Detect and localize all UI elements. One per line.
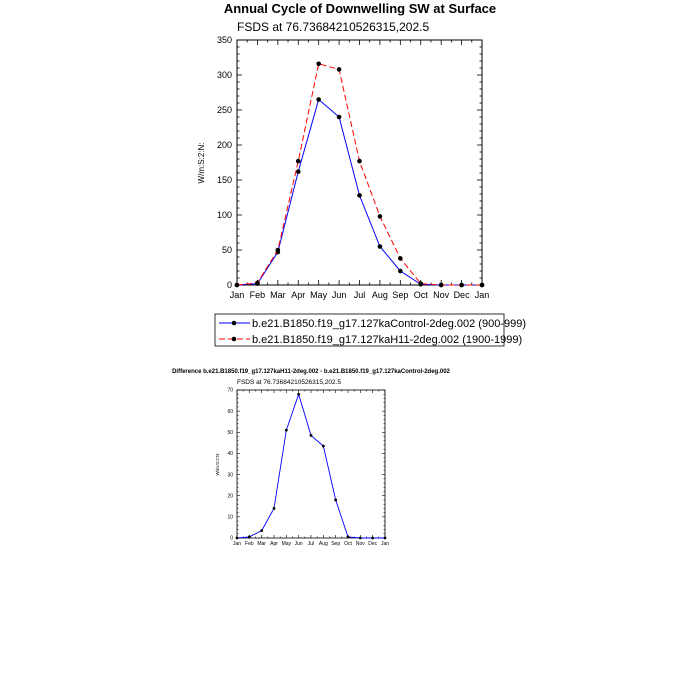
chart1-y-tick-label: 150 (216, 175, 232, 185)
chart1-series-1-point (255, 281, 260, 286)
chart2-series-0-point (322, 445, 325, 448)
chart2-x-tick-label: Mar (257, 541, 266, 547)
chart1-y-axis-label: W/m:S:2:N: (197, 142, 206, 184)
chart1-x-tick-label: Jan (474, 290, 490, 300)
chart2-series-0-point (310, 434, 313, 437)
chart2-y-tick-label: 70 (227, 387, 233, 394)
chart2-x-tick-label: Sep (331, 541, 341, 547)
chart2-y-tick-label: 0 (230, 535, 233, 542)
chart2-series-0-point (359, 537, 362, 540)
chart1-y-tick-label: 200 (216, 140, 232, 150)
chart2-y-tick-label: 30 (227, 472, 233, 479)
chart1-series-1-point (296, 159, 301, 164)
chart1-series-1-point (480, 283, 485, 288)
chart2-x-tick-label: Oct (344, 541, 352, 547)
chart1-y-tick-label: 50 (221, 245, 232, 255)
chart1-series-1-point (276, 248, 281, 253)
chart2-series-0-point (347, 536, 350, 539)
chart1-x-tick-label: Dec (453, 290, 470, 300)
chart2-y-tick-label: 50 (227, 429, 233, 436)
chart1-series-1-point (316, 62, 321, 67)
chart2-series-0-point (273, 507, 276, 510)
chart1-x-tick-label: Sep (392, 290, 409, 300)
chart1-legend (215, 314, 526, 346)
legend-label-h11: b.e21.B1850.f19_g17.127kaH11-2deg.002 (1900-1999) (252, 334, 523, 346)
chart1-x-tick-label: May (310, 290, 328, 300)
legend-label-control: b.e21.B1850.f19_g17.127kaControl-2deg.002 (900-999) (252, 318, 526, 330)
chart2-ticks (227, 388, 389, 547)
chart1-x-tick-label: Jul (353, 290, 366, 300)
chart2-x-tick-label: Nov (355, 541, 365, 547)
chart1-x-tick-label: Aug (371, 290, 388, 300)
chart1-series-0-point (378, 244, 383, 249)
chart2-series-0-point (236, 537, 239, 540)
chart2-series-0-point (384, 537, 387, 540)
chart2-subtitle: FSDS at 76.73684210526315,202.5 (237, 379, 342, 386)
chart2-series-0-point (371, 537, 374, 540)
chart2-series (236, 393, 387, 540)
chart2-series-0-point (248, 536, 251, 539)
chart1-series-0-point (398, 269, 403, 274)
legend-marker-h11 (232, 337, 237, 342)
chart2-series-0-point (334, 499, 337, 502)
chart1-y-tick-label: 0 (226, 280, 232, 290)
chart1-series-0-point (357, 193, 362, 198)
chart2-y-tick-label: 40 (227, 451, 233, 458)
chart1-series-0-point (296, 169, 301, 174)
chart1-series-0-point (337, 115, 342, 120)
legend-marker-control (232, 321, 237, 326)
chart1-series-line-1 (237, 64, 482, 285)
chart1-x-tick-label: Nov (433, 290, 450, 300)
chart1-y-tick-label: 100 (216, 210, 232, 220)
chart1-x-tick-label: Feb (249, 290, 266, 300)
chart2-series-line-0 (237, 394, 385, 538)
chart2-x-tick-label: Feb (245, 541, 254, 547)
difference-chart (172, 369, 450, 547)
chart1-x-tick-label: Jun (331, 290, 347, 300)
chart2-x-tick-label: Jun (294, 541, 303, 547)
chart2-x-tick-label: Apr (270, 541, 278, 547)
chart2-series-0-point (260, 529, 263, 532)
chart1-y-tick-label: 250 (216, 105, 232, 115)
chart1-x-tick-label: Mar (270, 290, 286, 300)
chart1-y-tick-label: 350 (216, 35, 232, 45)
chart2-y-tick-label: 60 (227, 408, 233, 415)
chart2-x-tick-label: Aug (318, 541, 328, 547)
chart1-x-tick-label: Apr (291, 290, 306, 300)
chart1-ticks (217, 35, 489, 300)
chart1-series-1-point (439, 283, 444, 288)
chart1-subtitle: FSDS at 76.73684210526315,202.5 (237, 20, 430, 34)
chart2-x-tick-label: Jan (232, 541, 242, 547)
chart2-series-0-point (297, 393, 300, 396)
chart1-x-tick-label: Jan (229, 290, 245, 300)
chart2-plot-frame (237, 390, 385, 538)
chart2-series-0-point (285, 429, 288, 432)
chart2-y-tick-label: 20 (227, 493, 233, 500)
chart2-x-tick-label: Jan (380, 541, 390, 547)
chart2-y-tick-label: 10 (227, 514, 233, 521)
chart1-series-1-point (357, 159, 362, 164)
chart1-series-1-point (459, 283, 464, 288)
chart1-series-1-point (398, 256, 403, 261)
chart1-title: Annual Cycle of Downwelling SW at Surface (223, 1, 497, 16)
chart1-series-1-point (337, 67, 342, 72)
chart2-x-tick-label: Dec (368, 541, 378, 547)
chart1-series-1-point (235, 283, 240, 288)
chart1-series-1-point (378, 214, 383, 219)
chart1-series-0-point (316, 97, 321, 102)
chart1-y-tick-label: 300 (216, 70, 232, 80)
chart1-x-tick-label: Oct (413, 290, 428, 300)
chart2-title: Difference b.e21.B1850.f19_g17.127kaH11-2deg.002 - b.e21.B1850.f19_g17.127kaControl-2deg.002 (172, 369, 450, 375)
annual-cycle-chart (197, 1, 496, 300)
chart2-x-tick-label: Jul (307, 541, 315, 547)
chart1-series (235, 62, 485, 288)
chart2-x-tick-label: May (281, 541, 292, 547)
chart1-series-1-point (418, 281, 423, 286)
chart2-y-axis-label: W/m:S:2:N: (215, 452, 220, 476)
